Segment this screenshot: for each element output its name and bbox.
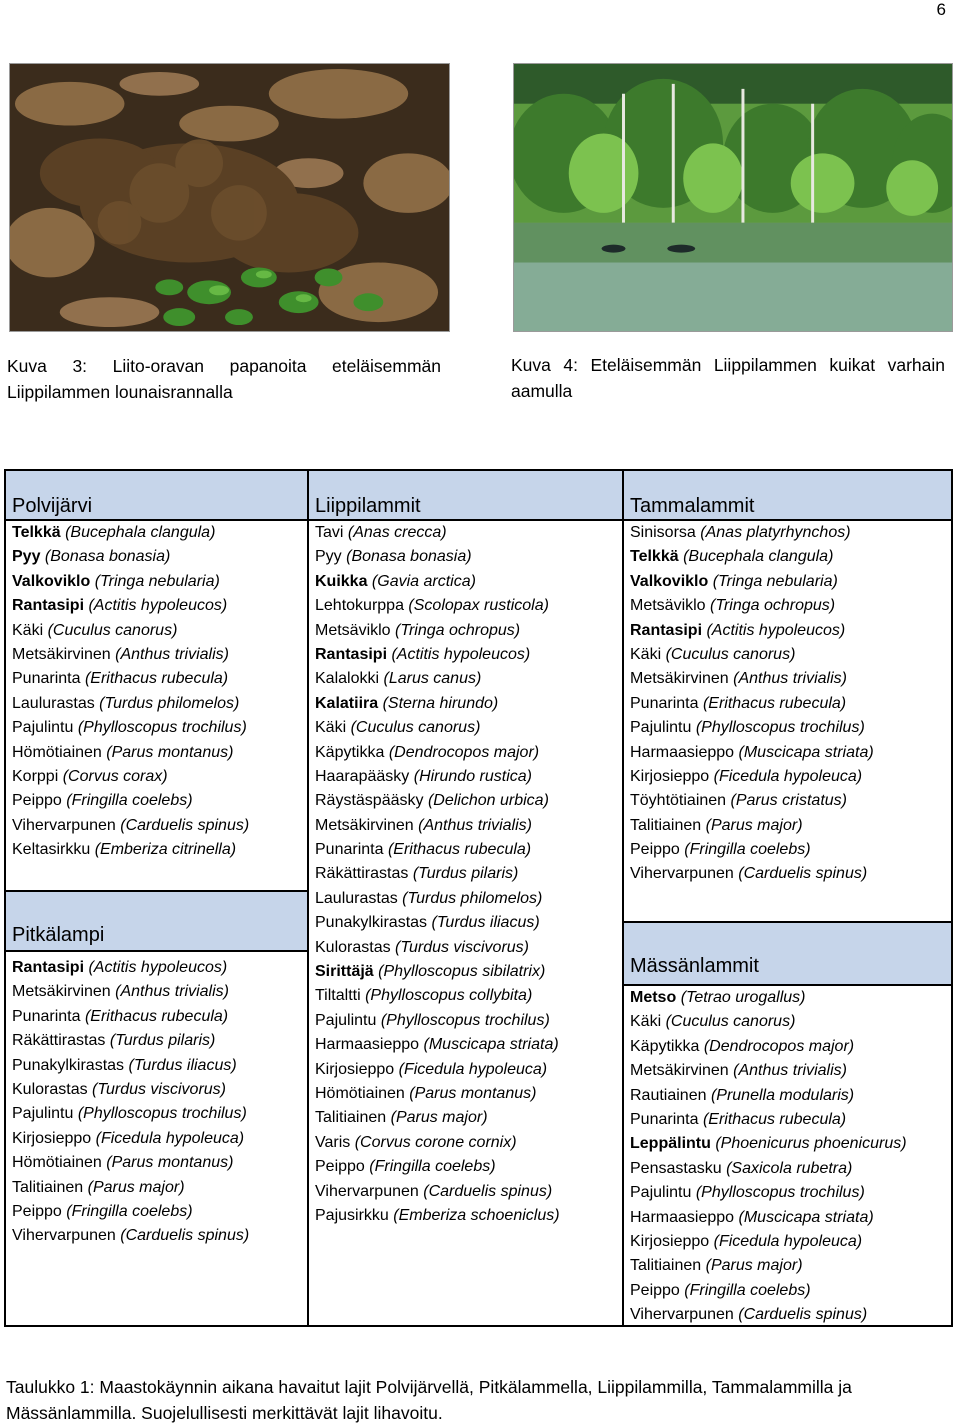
species-latin-name: (Bucephala clangula) [65,524,216,541]
species-latin-name: (Parus montanus) [409,1084,537,1102]
species-latin-name: (Dendrocopos major) [703,1037,855,1055]
species-finnish-name: Rantasipi [630,621,703,639]
species-finnish-name: Punarinta [12,1007,81,1025]
species-finnish-name: Metsäviklo [315,621,391,639]
species-finnish-name: Laulurastas [315,889,398,907]
species-item [315,1009,622,1033]
species-finnish-name: Punakylkirastas [315,914,428,932]
species-latin-name: (Turdus iliacus) [431,914,540,932]
species-latin-name: (Anthus trivialis) [418,816,532,834]
species-item [12,1005,307,1029]
species-item [12,570,307,594]
species-item [630,716,951,740]
species-finnish-name: Sinisorsa [630,524,696,541]
species-latin-name: (Corvus corone cornix) [354,1133,517,1151]
table-cell-pitkalampi [4,890,309,1327]
species-item [630,1254,951,1278]
species-finnish-name: Käki [630,1013,662,1031]
species-item [630,643,951,667]
species-finnish-name: Rautiainen [630,1086,707,1104]
species-latin-name: (Actitis hypoleucos) [391,645,531,663]
species-latin-name: (Fringilla coelebs) [684,841,811,859]
species-list-polvijarvi [6,521,307,862]
header-polvijarvi: Polvijärvi [6,471,307,521]
species-latin-name: (Erithacus rubecula) [84,1007,229,1025]
species-latin-name: (Gavia arctica) [371,572,476,590]
species-finnish-name: Laulurastas [12,694,95,712]
species-item [630,1035,951,1059]
species-finnish-name: Peippo [630,1281,680,1299]
species-item [630,765,951,789]
species-finnish-name: Hömötiainen [315,1084,405,1102]
species-item [630,1279,951,1303]
species-latin-name: (Phylloscopus trochilus) [77,719,247,737]
species-latin-name: (Cuculus canorus) [47,621,178,639]
species-latin-name: (Anthus trivialis) [733,1062,847,1080]
species-item [12,545,307,569]
species-latin-name: (Parus montanus) [106,743,234,761]
species-list-massanlammit [624,986,951,1327]
species-finnish-name: Leppälintu [630,1135,711,1153]
species-latin-name: (Anas crecca) [347,524,447,541]
species-finnish-name: Talitiainen [12,1178,84,1196]
species-item [315,838,622,862]
species-latin-name: (Anthus trivialis) [115,983,229,1001]
species-finnish-name: Pajulintu [315,1011,377,1029]
table-cell-polvijarvi [4,469,309,892]
species-finnish-name: Hömötiainen [12,1154,102,1172]
species-finnish-name: Vihervarpunen [12,816,116,834]
species-item [12,1078,307,1102]
species-latin-name: (Actitis hypoleucos) [88,597,228,615]
species-item [315,1155,622,1179]
species-item [315,692,622,716]
header-massanlammit: Mässänlammit [624,923,951,986]
species-item [315,521,622,545]
species-finnish-name: Metsäkirvinen [630,1062,729,1080]
species-finnish-name: Telkkä [630,548,679,566]
species-latin-name: (Turdus philomelos) [99,694,240,712]
page-number: 6 [936,0,946,19]
species-finnish-name: Pajulintu [12,719,74,737]
species-item [315,741,622,765]
species-item [12,980,307,1004]
species-item [315,1131,622,1155]
caption-figure-4: Kuva 4: Eteläisemmän Liippilammen kuikat varhain aamulla [511,355,945,401]
species-item [315,936,622,960]
species-finnish-name: Pajulintu [12,1105,74,1123]
species-item [630,741,951,765]
species-item [630,1206,951,1230]
species-finnish-name: Punarinta [315,841,384,859]
species-finnish-name: Räkättirastas [315,865,409,883]
species-finnish-name: Peippo [315,1158,365,1176]
species-item [315,619,622,643]
species-item [630,986,951,1010]
species-item [315,1058,622,1082]
species-item [315,765,622,789]
species-latin-name: (Larus canus) [383,670,482,688]
species-latin-name: (Phylloscopus trochilus) [695,719,865,737]
table-cell-liippilammit [307,469,624,1327]
species-latin-name: (Phoenicurus phoenicurus) [715,1135,907,1153]
species-finnish-name: Lehtokurppa [315,597,404,615]
species-item [630,1303,951,1327]
species-finnish-name: Sirittäjä [315,963,374,981]
species-latin-name: (Erithacus rubecula) [387,841,532,859]
species-item [315,911,622,935]
species-finnish-name: Punarinta [630,694,699,712]
species-finnish-name: Metsäkirvinen [12,983,111,1001]
species-item [315,814,622,838]
species-item [630,1059,951,1083]
species-finnish-name: Harmaasieppo [630,743,735,761]
species-item [12,521,307,545]
species-latin-name: (Sterna hirundo) [382,694,499,712]
species-finnish-name: Räystäspääsky [315,792,424,810]
species-finnish-name: Pensastasku [630,1159,722,1177]
species-latin-name: (Carduelis spinus) [738,1306,868,1324]
caption-figure-3: Kuva 3: Liito-oravan papanoita eteläisemmän Liippilammen lounaisrannalla [7,356,441,402]
species-latin-name: (Tringa nebularia) [94,572,220,590]
species-finnish-name: Haarapääsky [315,767,410,785]
species-item [12,1029,307,1053]
species-latin-name: (Anas platyrhynchos) [700,524,851,541]
species-latin-name: (Bonasa bonasia) [346,548,472,566]
species-latin-name: (Cuculus canorus) [665,645,796,663]
species-finnish-name: Harmaasieppo [315,1036,420,1054]
species-item [12,741,307,765]
species-latin-name: (Scolopax rusticola) [408,597,549,615]
species-item [12,594,307,618]
species-item [630,594,951,618]
species-finnish-name: Kuikka [315,572,368,590]
species-item [630,1181,951,1205]
species-finnish-name: Kirjosieppo [315,1060,395,1078]
species-latin-name: (Emberiza schoeniclus) [393,1206,560,1224]
species-latin-name: (Parus cristatus) [730,792,847,810]
species-item [315,1204,622,1228]
species-finnish-name: Vihervarpunen [630,865,734,883]
species-item [315,643,622,667]
species-item [630,521,951,545]
species-latin-name: (Erithacus rubecula) [84,670,229,688]
species-item [630,667,951,691]
species-finnish-name: Talitiainen [315,1109,387,1127]
species-item [630,1010,951,1034]
species-finnish-name: Räkättirastas [12,1032,106,1050]
species-item [315,1033,622,1057]
table-cell-massanlammit [622,921,953,1327]
species-latin-name: (Parus major) [390,1109,488,1127]
species-latin-name: (Tringa nebularia) [712,572,838,590]
species-finnish-name: Metso [630,989,677,1006]
species-latin-name: (Bucephala clangula) [683,548,834,566]
species-item [12,1176,307,1200]
species-item [12,716,307,740]
species-item [315,887,622,911]
species-latin-name: (Fringilla coelebs) [66,1202,193,1220]
species-finnish-name: Tiltaltti [315,987,361,1005]
species-item [315,545,622,569]
species-item [630,570,951,594]
species-finnish-name: Rantasipi [315,645,388,663]
species-finnish-name: Käki [12,621,44,639]
species-item [630,862,951,886]
species-finnish-name: Varis [315,1133,351,1151]
species-latin-name: (Erithacus rubecula) [702,1110,847,1128]
species-finnish-name: Korppi [12,767,59,785]
species-latin-name: (Parus major) [705,1257,803,1275]
species-finnish-name: Metsäkirvinen [315,816,414,834]
species-latin-name: (Cuculus canorus) [665,1013,796,1031]
species-finnish-name: Tavi [315,524,344,541]
species-latin-name: (Phylloscopus trochilus) [380,1011,550,1029]
table-caption: Taulukko 1: Maastokäynnin aikana havaitut lajit Polvijärvellä, Pitkälammella, Liippilammilla, Tammalammilla ja Mässänlammilla. Suojelullisesti merkittävät lajit lihavoitu. [6,1377,852,1423]
species-finnish-name: Kirjosieppo [630,1232,710,1250]
species-latin-name: (Phylloscopus trochilus) [695,1184,865,1202]
species-finnish-name: Telkkä [12,524,61,541]
species-finnish-name: Talitiainen [630,1257,702,1275]
species-finnish-name: Töyhtötiainen [630,792,727,810]
species-finnish-name: Punarinta [630,1110,699,1128]
species-finnish-name: Kalatiira [315,694,379,712]
species-item [315,716,622,740]
species-item [315,594,622,618]
species-item [12,1102,307,1126]
species-latin-name: (Turdus viscivorus) [92,1080,226,1098]
species-latin-name: (Actitis hypoleucos) [88,959,228,976]
species-finnish-name: Peippo [630,841,680,859]
species-latin-name: (Fringilla coelebs) [66,792,193,810]
species-latin-name: (Fringilla coelebs) [684,1281,811,1299]
species-latin-name: (Hirundo rustica) [413,767,532,785]
species-finnish-name: Peippo [12,1202,62,1220]
species-latin-name: (Turdus viscivorus) [395,938,529,956]
photo-flying-squirrel-droppings [9,63,450,332]
species-item [12,643,307,667]
species-finnish-name: Rantasipi [12,959,85,976]
species-finnish-name: Valkoviklo [12,572,91,590]
species-finnish-name: Metsäviklo [630,597,706,615]
species-latin-name: (Actitis hypoleucos) [706,621,846,639]
species-latin-name: (Dendrocopos major) [388,743,540,761]
species-latin-name: (Parus montanus) [106,1154,234,1172]
species-latin-name: (Muscicapa striata) [738,1208,874,1226]
species-item [630,789,951,813]
species-latin-name: (Carduelis spinus) [738,865,868,883]
species-latin-name: (Turdus philomelos) [402,889,543,907]
species-latin-name: (Carduelis spinus) [120,1227,250,1245]
species-item [315,789,622,813]
species-finnish-name: Rantasipi [12,597,85,615]
species-latin-name: (Anthus trivialis) [733,670,847,688]
species-item [630,814,951,838]
species-item [315,1082,622,1106]
species-latin-name: (Corvus corax) [62,767,168,785]
species-finnish-name: Kulorastas [12,1080,88,1098]
species-finnish-name: Pajusirkku [315,1206,389,1224]
header-liippilammit: Liippilammit [309,471,622,521]
species-finnish-name: Vihervarpunen [12,1227,116,1245]
species-item [315,984,622,1008]
species-item [12,838,307,862]
species-item [630,619,951,643]
species-latin-name: (Anthus trivialis) [115,645,229,663]
species-latin-name: (Phylloscopus collybita) [365,987,533,1005]
species-latin-name: (Turdus pilaris) [109,1032,216,1050]
species-finnish-name: Valkoviklo [630,572,709,590]
species-item [630,1084,951,1108]
species-latin-name: (Delichon urbica) [427,792,549,810]
species-finnish-name: Pajulintu [630,1184,692,1202]
species-latin-name: (Erithacus rubecula) [702,694,847,712]
species-item [12,1224,307,1248]
species-latin-name: (Ficedula hypoleuca) [398,1060,548,1078]
species-item [12,692,307,716]
species-finnish-name: Keltasirkku [12,841,91,859]
species-item [630,1132,951,1156]
species-latin-name: (Carduelis spinus) [120,816,250,834]
species-latin-name: (Ficedula hypoleuca) [713,767,863,785]
species-finnish-name: Hömötiainen [12,743,102,761]
species-item [12,619,307,643]
species-item [630,1230,951,1254]
species-latin-name: (Muscicapa striata) [738,743,874,761]
species-item [12,667,307,691]
species-finnish-name: Käpytikka [315,743,385,761]
species-latin-name: (Saxicola rubetra) [726,1159,853,1177]
species-latin-name: (Tetrao urogallus) [680,989,806,1006]
species-finnish-name: Metsäkirvinen [630,670,729,688]
species-item [630,1157,951,1181]
species-latin-name: (Turdus pilaris) [412,865,519,883]
species-latin-name: (Parus major) [87,1178,185,1196]
species-item [12,789,307,813]
species-finnish-name: Käki [315,719,347,737]
species-item [630,545,951,569]
species-finnish-name: Käpytikka [630,1037,700,1055]
species-latin-name: (Fringilla coelebs) [369,1158,496,1176]
header-pitkalampi: Pitkälampi [6,892,307,952]
species-item [630,692,951,716]
species-item [630,1108,951,1132]
species-item [315,1106,622,1130]
species-finnish-name: Vihervarpunen [315,1182,419,1200]
species-item [12,1151,307,1175]
species-item [315,570,622,594]
species-item [12,1127,307,1151]
species-latin-name: (Prunella modularis) [710,1086,855,1104]
header-tammalammit: Tammalammit [624,471,951,521]
species-list-pitkalampi [6,952,307,1249]
species-finnish-name: Kirjosieppo [12,1129,92,1147]
species-item [12,1200,307,1224]
species-finnish-name: Pyy [12,548,41,566]
species-latin-name: (Tringa ochropus) [710,597,836,615]
species-item [315,862,622,886]
species-latin-name: (Ficedula hypoleuca) [713,1232,863,1250]
species-finnish-name: Punarinta [12,670,81,688]
species-finnish-name: Metsäkirvinen [12,645,111,663]
species-latin-name: (Phylloscopus trochilus) [77,1105,247,1123]
species-latin-name: (Emberiza citrinella) [94,841,237,859]
species-finnish-name: Kirjosieppo [630,767,710,785]
species-item [12,765,307,789]
species-finnish-name: Peippo [12,792,62,810]
species-list-tammalammit [624,521,951,887]
species-item [315,667,622,691]
species-latin-name: (Turdus iliacus) [128,1056,237,1074]
species-item [315,1180,622,1204]
species-latin-name: (Ficedula hypoleuca) [95,1129,245,1147]
species-finnish-name: Pajulintu [630,719,692,737]
species-finnish-name: Talitiainen [630,816,702,834]
species-item [12,1054,307,1078]
species-list-liippilammit [309,521,622,1228]
species-finnish-name: Harmaasieppo [630,1208,735,1226]
species-latin-name: (Phylloscopus sibilatrix) [378,963,546,981]
species-item [12,814,307,838]
species-finnish-name: Vihervarpunen [630,1306,734,1324]
photo-liippilampi-loons [513,63,953,332]
species-finnish-name: Pyy [315,548,342,566]
species-latin-name: (Bonasa bonasia) [44,548,171,566]
species-finnish-name: Punakylkirastas [12,1056,125,1074]
species-item [12,956,307,980]
species-finnish-name: Kulorastas [315,938,391,956]
species-latin-name: (Muscicapa striata) [423,1036,559,1054]
table-cell-tammalammit [622,469,953,923]
species-item [315,960,622,984]
species-finnish-name: Käki [630,645,662,663]
species-finnish-name: Kalalokki [315,670,380,688]
species-item [630,838,951,862]
species-latin-name: (Carduelis spinus) [423,1182,553,1200]
species-latin-name: (Parus major) [705,816,803,834]
species-latin-name: (Tringa ochropus) [395,621,521,639]
species-latin-name: (Cuculus canorus) [350,719,481,737]
